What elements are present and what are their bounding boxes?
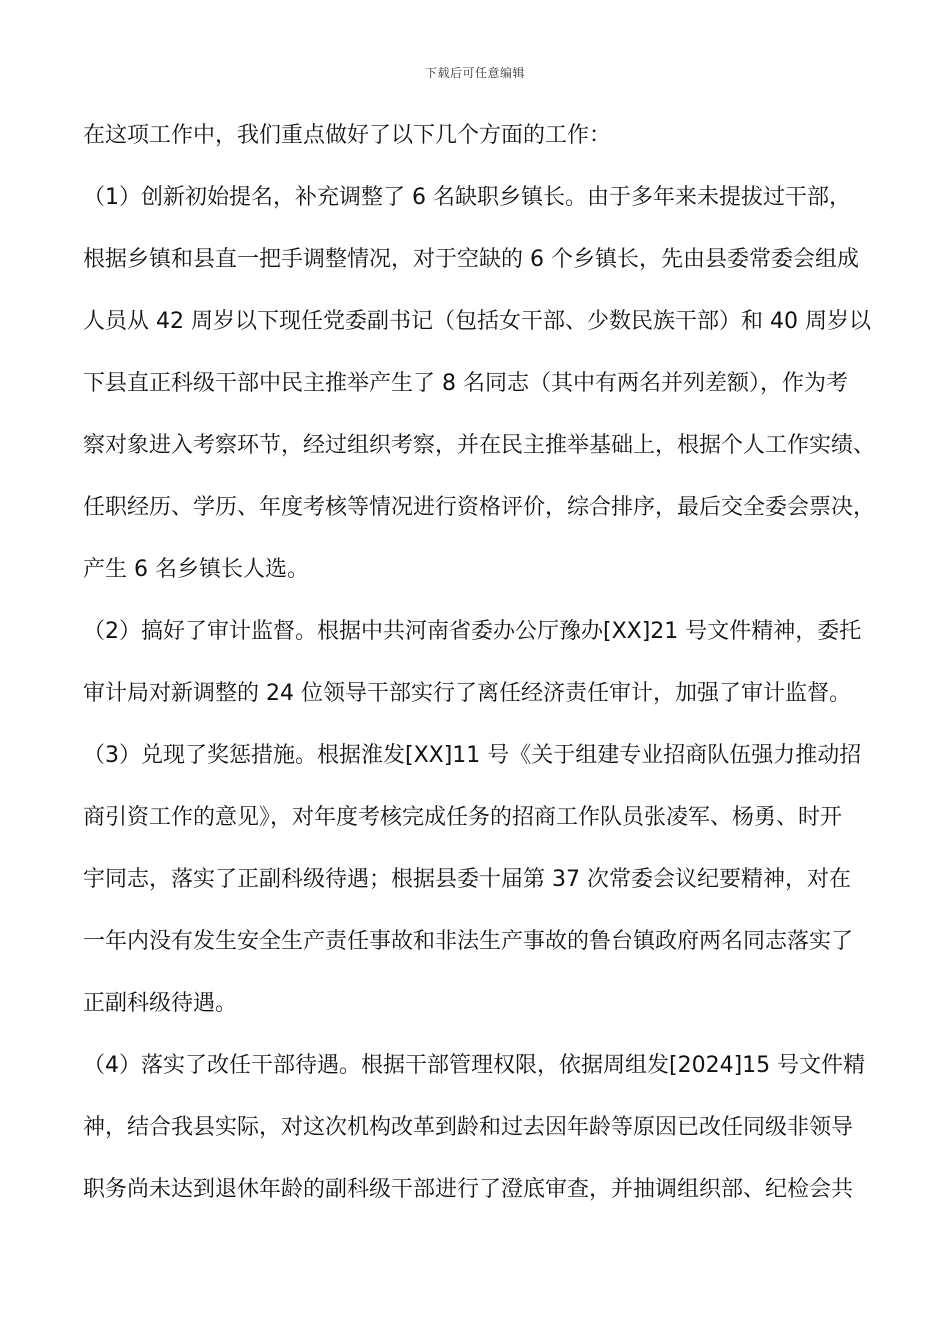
text-line: 商引资工作的意见》，对年度考核完成任务的招商工作队员张凌军、杨勇、时开 — [83, 805, 843, 830]
text-line: 正副科级待遇。 — [83, 991, 238, 1016]
text-line: 任职经历、学历、年度考核等情况进行资格评价，综合排序，最后交全委会票决， — [83, 495, 876, 520]
page-header: 下载后可任意编辑 — [424, 66, 525, 80]
text-line: 一年内没有发生安全生产责任事故和非法生产事故的鲁台镇政府两名同志落实了 — [83, 929, 854, 954]
text-line: 人员从 42 周岁以下现任党委副书记（包括女干部、少数民族干部）和 40 周岁以 — [83, 309, 871, 334]
text-line: 根据乡镇和县直一把手调整情况，对于空缺的 6 个乡镇长，先由县委常委会组成 — [83, 247, 859, 272]
text-line: 职务尚未达到退休年龄的副科级干部进行了澄底审查，并抽调组织部、纪检会共 — [83, 1177, 854, 1202]
text-line: 察对象进入考察环节，经过组织考察，并在民主推举基础上，根据个人工作实绩、 — [83, 433, 876, 458]
document-body — [83, 105, 883, 1221]
text-line: （3）兑现了奖惩措施。根据淮发[XX]11 号《关于组建专业招商队伍强力推动招 — [83, 743, 862, 768]
text-line: 审计局对新调整的 24 位领导干部实行了离任经济责任审计，加强了审计监督。 — [83, 681, 851, 706]
text-line: 下县直正科级干部中民主推举产生了 8 名同志（其中有两名并列差额），作为考 — [83, 371, 848, 396]
text-line: 在这项工作中，我们重点做好了以下几个方面的工作： — [83, 123, 612, 148]
text-line: （2）搞好了审计监督。根据中共河南省委办公厅豫办[XX]21 号文件精神，委托 — [83, 619, 862, 644]
text-line: （1）创新初始提名，补充调整了 6 名缺职乡镇长。由于多年来未提拔过干部， — [83, 185, 851, 210]
text-line: 产生 6 名乡镇长人选。 — [83, 557, 309, 582]
text-line: （4）落实了改任干部待遇。根据干部管理权限，依据周组发[2024]15 号文件精 — [83, 1053, 866, 1078]
text-line: 神，结合我县实际，对这次机构改革到龄和过去因年龄等原因已改任同级非领导 — [83, 1115, 854, 1140]
text-line: 宇同志，落实了正副科级待遇；根据县委十届第 37 次常委会议纪要精神，对在 — [83, 867, 851, 892]
